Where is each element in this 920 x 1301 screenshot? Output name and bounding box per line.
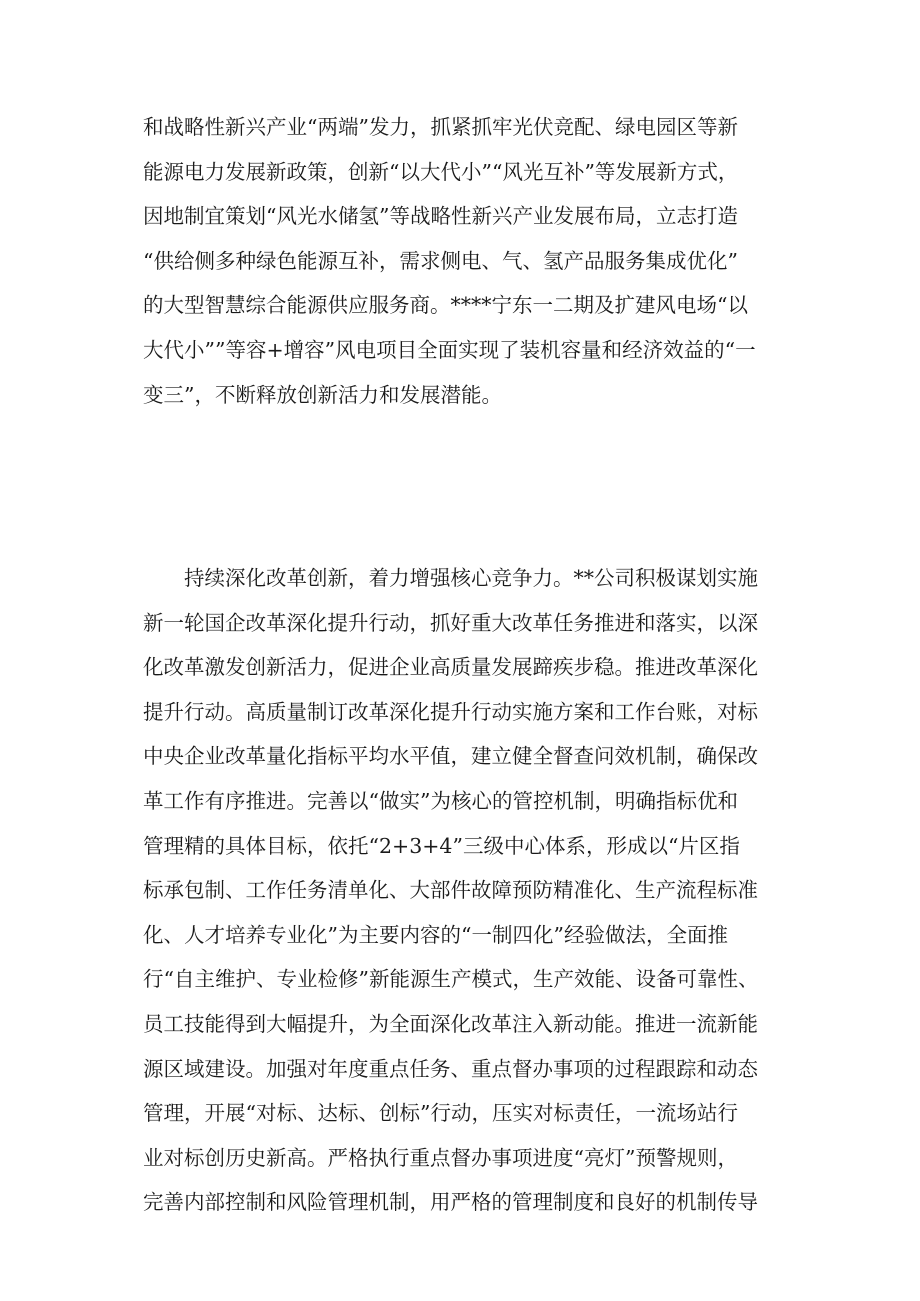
paragraph-line: 能源电力发展新政策，创新“以大代小”“风光互补”等发展新方式， bbox=[143, 159, 739, 184]
paragraph-line: 化、人才培养专业化”为主要内容的“一制四化”经验做法，全面推 bbox=[143, 922, 728, 947]
paragraph-line: 大代小””等容+增容”风电项目全面实现了装机容量和经济效益的“一 bbox=[143, 337, 756, 362]
paragraph-line: 业对标创历史新高。严格执行重点督办事项进度“亮灯”预警规则， bbox=[143, 1145, 738, 1170]
paragraph-line: “供给侧多种绿色能源互补，需求侧电、气、氢产品服务集成优化” bbox=[143, 248, 738, 273]
paragraph-2 bbox=[143, 556, 783, 1225]
paragraph-line: 中央企业改革量化指标平均水平值，建立健全督查问效机制，确保改 bbox=[143, 744, 758, 769]
paragraph-line: 管理，开展“对标、达标、创标”行动，压实对标责任，一流场站行 bbox=[143, 1101, 738, 1126]
paragraph-line: 员工技能得到大幅提升，为全面深化改革注入新动能。推进一流新能 bbox=[143, 1011, 758, 1036]
paragraph-line: 行“自主维护、专业检修”新能源生产模式，生产效能、设备可靠性、 bbox=[143, 967, 759, 992]
paragraph-line: 提升行动。高质量制订改革深化提升行动实施方案和工作台账，对标 bbox=[143, 699, 758, 724]
paragraph-1 bbox=[143, 105, 783, 417]
paragraph-line: 源区域建设。加强对年度重点任务、重点督办事项的过程跟踪和动态 bbox=[143, 1056, 758, 1081]
paragraph-line: 新一轮国企改革深化提升行动，抓好重大改革任务推进和落实，以深 bbox=[143, 610, 758, 635]
paragraph-line: 因地制宜策划“风光水储氢”等战略性新兴产业发展布局，立志打造 bbox=[143, 204, 738, 229]
paragraph-line: 标承包制、工作任务清单化、大部件故障预防精准化、生产流程标准 bbox=[143, 878, 758, 903]
paragraph-first-line: 持续深化改革创新，着力增强核心竞争力。**公司积极谋划实施 bbox=[184, 566, 758, 590]
paragraph-line: 和战略性新兴产业“两端”发力，抓紧抓牢光伏竞配、绿电园区等新 bbox=[143, 115, 738, 139]
paragraph-line: 完善内部控制和风险管理机制，用严格的管理制度和良好的机制传导 bbox=[143, 1190, 758, 1215]
paragraph-line: 的大型智慧综合能源供应服务商。****宁东一二期及扩建风电场“以 bbox=[143, 293, 748, 318]
paragraph-line: 革工作有序推进。完善以“做实”为核心的管控机制，明确指标优和 bbox=[143, 788, 738, 813]
paragraph-line: 管理精的具体目标，依托“2+3+4”三级中心体系，形成以“片区指 bbox=[143, 833, 740, 858]
paragraph-line: 变三”，不断释放创新活力和发展潜能。 bbox=[143, 382, 502, 407]
paragraph-line: 化改革激发创新活力，促进企业高质量发展蹄疾步稳。推进改革深化 bbox=[143, 655, 758, 680]
